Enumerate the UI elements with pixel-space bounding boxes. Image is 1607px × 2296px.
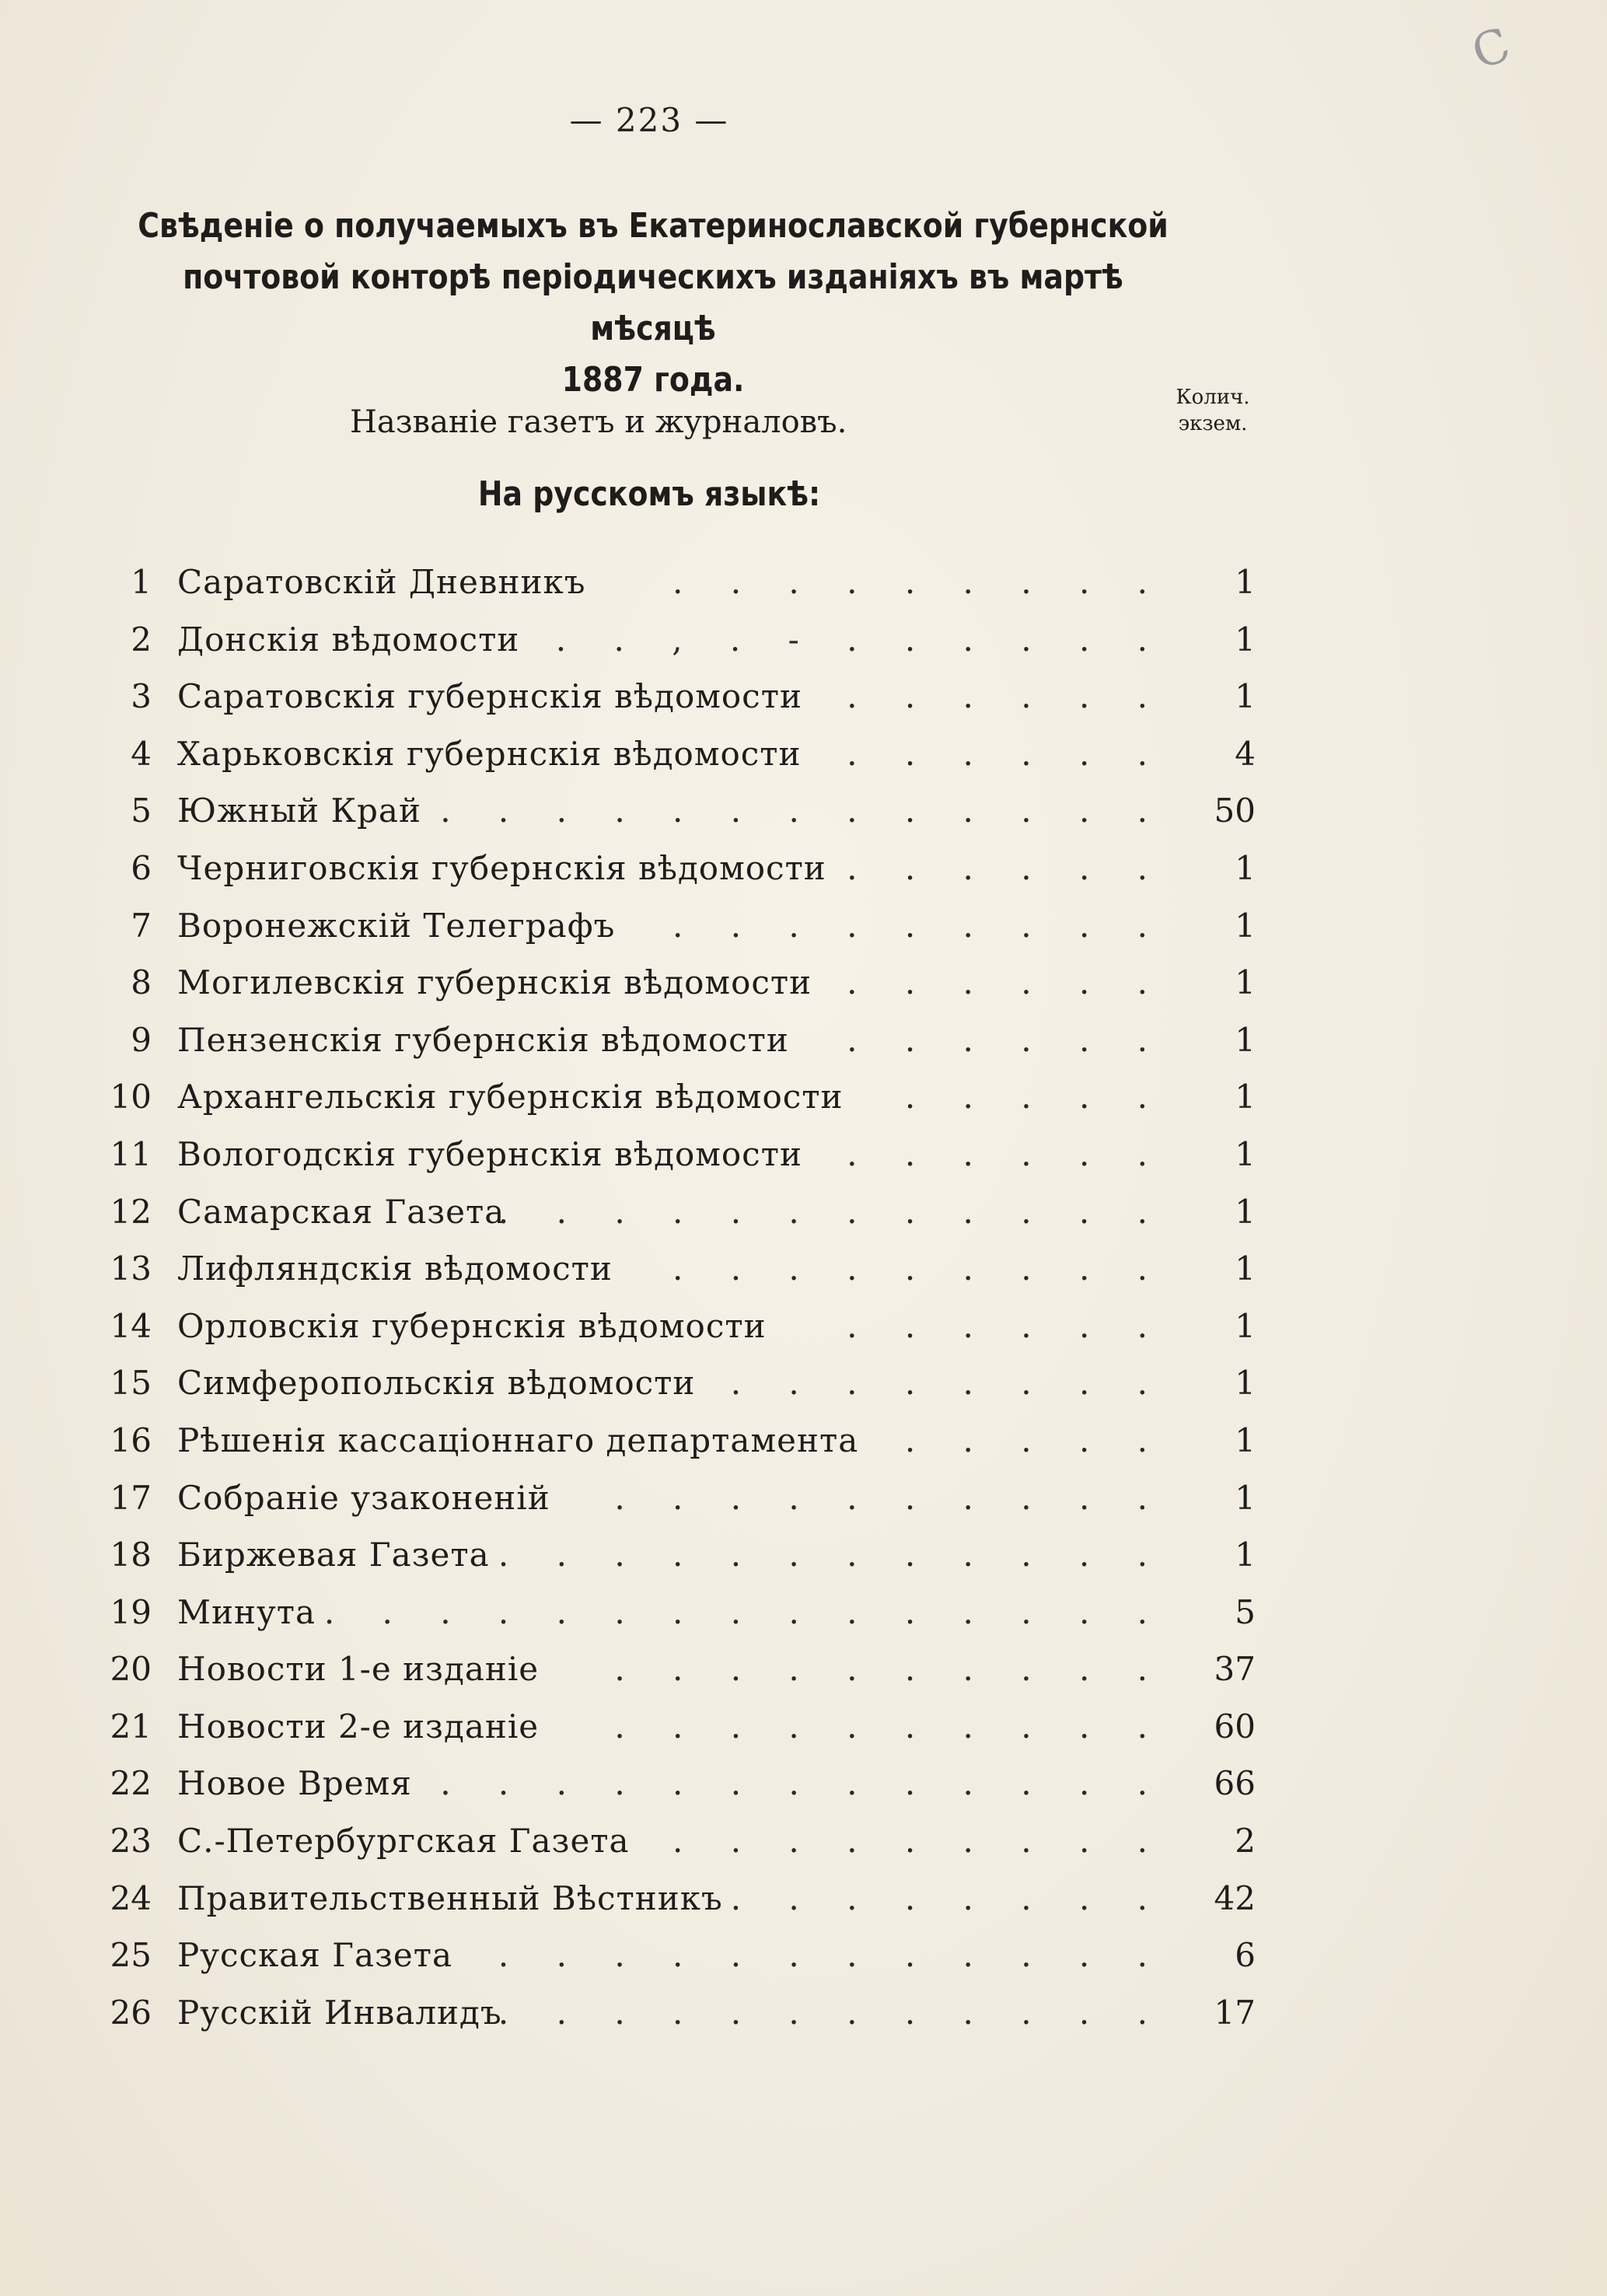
quantity-column-header xyxy=(1162,384,1263,437)
title-line-2: почтовой конторѣ періодическихъ изданіяхъ въ мартѣ мѣсяцѣ xyxy=(183,257,1123,348)
dot-leader: . . . . . . . . . . xyxy=(614,1707,1166,1746)
periodical-name: Лифляндскія вѣдомости xyxy=(177,1249,613,1288)
periodical-name: Новости 2-е изданіе xyxy=(177,1707,540,1746)
table-row xyxy=(0,1412,1322,1470)
copy-count: 2 xyxy=(1235,1822,1256,1861)
dot-leader: . . . . . . xyxy=(847,1134,1166,1173)
dot-leader: . . . . . . . . xyxy=(730,1878,1166,1917)
copy-count: 50 xyxy=(1214,792,1256,830)
row-number: 24 xyxy=(110,1878,152,1917)
section-header: На русскомъ языкѣ: xyxy=(477,474,821,514)
row-number: 17 xyxy=(110,1478,152,1517)
row-number: 16 xyxy=(110,1421,152,1459)
dot-leader: . . . . . . . . . . . . . . . xyxy=(323,1592,1166,1631)
copy-count: 1 xyxy=(1235,1020,1256,1059)
dot-leader: . . . . . . xyxy=(847,1306,1166,1345)
copy-count: 42 xyxy=(1214,1878,1256,1917)
row-number: 22 xyxy=(110,1764,152,1803)
table-row xyxy=(0,1012,1322,1069)
quantity-header-line-2: экзем. xyxy=(1178,412,1248,435)
dot-leader: . . . . . . . . . xyxy=(672,1249,1166,1288)
periodical-name: Минута xyxy=(177,1592,316,1631)
table-row xyxy=(0,725,1322,783)
dot-leader: . . . . . . xyxy=(847,1020,1166,1059)
periodical-name: Южный Край xyxy=(177,792,421,830)
dot-leader: . . . . . . xyxy=(847,734,1166,773)
copy-count: 1 xyxy=(1235,563,1256,601)
row-number: 3 xyxy=(131,677,152,716)
row-number: 4 xyxy=(131,734,152,773)
periodical-name: Черниговскія губернскія вѣдомости xyxy=(177,848,826,887)
periodical-name: Архангельскія губернскія вѣдомости xyxy=(177,1078,844,1117)
periodical-name: Правительственный Вѣстникъ xyxy=(177,1878,723,1917)
dot-leader: . . . . . . . . xyxy=(730,1364,1166,1403)
table-row xyxy=(0,954,1322,1012)
copy-count: 1 xyxy=(1235,963,1256,1002)
row-number: 10 xyxy=(110,1078,152,1117)
copy-count: 1 xyxy=(1235,1134,1256,1173)
copy-count: 1 xyxy=(1235,906,1256,945)
copy-count: 1 xyxy=(1235,1421,1256,1459)
periodical-name: Харьковскія губернскія вѣдомости xyxy=(177,734,802,773)
copy-count: 66 xyxy=(1214,1764,1256,1803)
row-number: 6 xyxy=(131,848,152,887)
periodical-name: Могилевскія губернскія вѣдомости xyxy=(177,963,812,1002)
dot-leader: . . . . . . xyxy=(847,963,1166,1002)
column-name-header: Названіе газетъ и журналовъ. xyxy=(350,404,847,440)
copy-count: 1 xyxy=(1235,1192,1256,1231)
copy-count: 1 xyxy=(1235,677,1256,716)
dot-leader: . . . . . . . . . . . . xyxy=(498,1993,1166,2032)
table-row xyxy=(0,840,1322,897)
periodical-name: Собраніе узаконеній xyxy=(177,1478,550,1517)
dot-leader: . . , . - . . . . . . xyxy=(555,620,1166,659)
document-title xyxy=(131,201,1175,406)
row-number: 7 xyxy=(131,906,152,945)
table-row xyxy=(0,1068,1322,1126)
periodical-name: Самарская Газета xyxy=(177,1192,505,1231)
row-number: 8 xyxy=(131,963,152,1002)
table-row xyxy=(0,1526,1322,1584)
table-row xyxy=(0,1641,1322,1698)
copy-count: 1 xyxy=(1235,1306,1256,1345)
periodical-name: Русская Газета xyxy=(177,1936,453,1975)
title-line-3: 1887 года. xyxy=(561,360,745,400)
copy-count: 1 xyxy=(1235,1536,1256,1574)
page-number: — 223 — xyxy=(569,101,729,139)
dot-leader: . . . . . . . . . . xyxy=(614,1478,1166,1517)
table-row xyxy=(0,1870,1322,1927)
copy-count: 5 xyxy=(1235,1592,1256,1631)
periodical-name: Новости 1-е изданіе xyxy=(177,1650,540,1689)
dot-leader: . . . . . . xyxy=(847,848,1166,887)
row-number: 5 xyxy=(131,792,152,830)
periodical-name: Симферопольскія вѣдомости xyxy=(177,1364,696,1403)
row-number: 1 xyxy=(131,563,152,601)
copy-count: 1 xyxy=(1235,1078,1256,1117)
periodicals-list xyxy=(0,554,1322,2041)
dot-leader: . . . . . xyxy=(904,1078,1166,1117)
copy-count: 37 xyxy=(1214,1650,1256,1689)
table-row xyxy=(0,1812,1322,1870)
periodical-name: Вологодскія губернскія вѣдомости xyxy=(177,1134,802,1173)
copy-count: 4 xyxy=(1235,734,1256,773)
table-row xyxy=(0,1298,1322,1355)
row-number: 25 xyxy=(110,1936,152,1975)
copy-count: 17 xyxy=(1214,1993,1256,2032)
periodical-name: Рѣшенія кассаціоннаго департамента xyxy=(177,1421,859,1459)
table-row xyxy=(0,1984,1322,2042)
periodical-name: Саратовскія губернскія вѣдомости xyxy=(177,677,802,716)
periodical-name: Пензенскія губернскія вѣдомости xyxy=(177,1020,789,1059)
table-row xyxy=(0,1927,1322,1984)
copy-count: 6 xyxy=(1235,1936,1256,1975)
periodical-name: Орловскія губернскія вѣдомости xyxy=(177,1306,767,1345)
table-row xyxy=(0,1470,1322,1527)
table-row xyxy=(0,897,1322,955)
row-number: 15 xyxy=(110,1364,152,1403)
title-line-1: Свѣденіе о получаемыхъ въ Екатеринославской губернской xyxy=(138,206,1169,246)
dot-leader: . . . . . . . . . xyxy=(672,906,1166,945)
table-row xyxy=(0,1354,1322,1412)
periodical-name: Русскій Инвалидъ xyxy=(177,1993,502,2032)
dot-leader: . . . . . . . . . xyxy=(672,563,1166,601)
dot-leader: . . . . . . . . . . . . xyxy=(498,1936,1166,1975)
dot-leader: . . . . . . . . . xyxy=(672,1822,1166,1861)
periodical-name: Биржевая Газета xyxy=(177,1536,490,1574)
copy-count: 1 xyxy=(1235,1249,1256,1288)
dot-leader: . . . . . . . . . . . . xyxy=(498,1536,1166,1574)
row-number: 26 xyxy=(110,1993,152,2032)
row-number: 2 xyxy=(131,620,152,659)
copy-count: 1 xyxy=(1235,1364,1256,1403)
table-row xyxy=(0,554,1322,611)
periodical-name: Новое Время xyxy=(177,1764,412,1803)
quantity-header-line-1: Колич. xyxy=(1176,386,1250,409)
table-row xyxy=(0,1584,1322,1641)
row-number: 19 xyxy=(110,1592,152,1631)
dot-leader: . . . . . . . . . . xyxy=(614,1650,1166,1689)
row-number: 9 xyxy=(131,1020,152,1059)
table-row xyxy=(0,668,1322,725)
copy-count: 60 xyxy=(1214,1707,1256,1746)
row-number: 18 xyxy=(110,1536,152,1574)
dot-leader: . . . . . . . . . . . . . xyxy=(440,792,1166,830)
row-number: 11 xyxy=(110,1134,152,1173)
periodical-name: С.-Петербургская Газета xyxy=(177,1822,630,1861)
periodical-name: Донскія вѣдомости xyxy=(177,620,520,659)
row-number: 21 xyxy=(110,1707,152,1746)
table-row xyxy=(0,1126,1322,1183)
row-number: 12 xyxy=(110,1192,152,1231)
table-row xyxy=(0,782,1322,840)
row-number: 20 xyxy=(110,1650,152,1689)
dot-leader: . . . . . xyxy=(904,1421,1166,1459)
table-row xyxy=(0,1755,1322,1812)
dot-leader: . . . . . . . . . . . . xyxy=(498,1192,1166,1231)
table-row xyxy=(0,1183,1322,1241)
dot-leader: . . . . . . . . . . . . . xyxy=(440,1764,1166,1803)
pencil-mark: C xyxy=(1465,17,1518,81)
periodical-name: Саратовскій Дневникъ xyxy=(177,563,586,601)
row-number: 23 xyxy=(110,1822,152,1861)
dot-leader: . . . . . . xyxy=(847,677,1166,716)
copy-count: 1 xyxy=(1235,1478,1256,1517)
periodical-name: Воронежскій Телеграфъ xyxy=(177,906,616,945)
row-number: 13 xyxy=(110,1249,152,1288)
table-row xyxy=(0,1698,1322,1756)
row-number: 14 xyxy=(110,1306,152,1345)
table-row xyxy=(0,611,1322,669)
copy-count: 1 xyxy=(1235,848,1256,887)
copy-count: 1 xyxy=(1235,620,1256,659)
table-row xyxy=(0,1240,1322,1298)
